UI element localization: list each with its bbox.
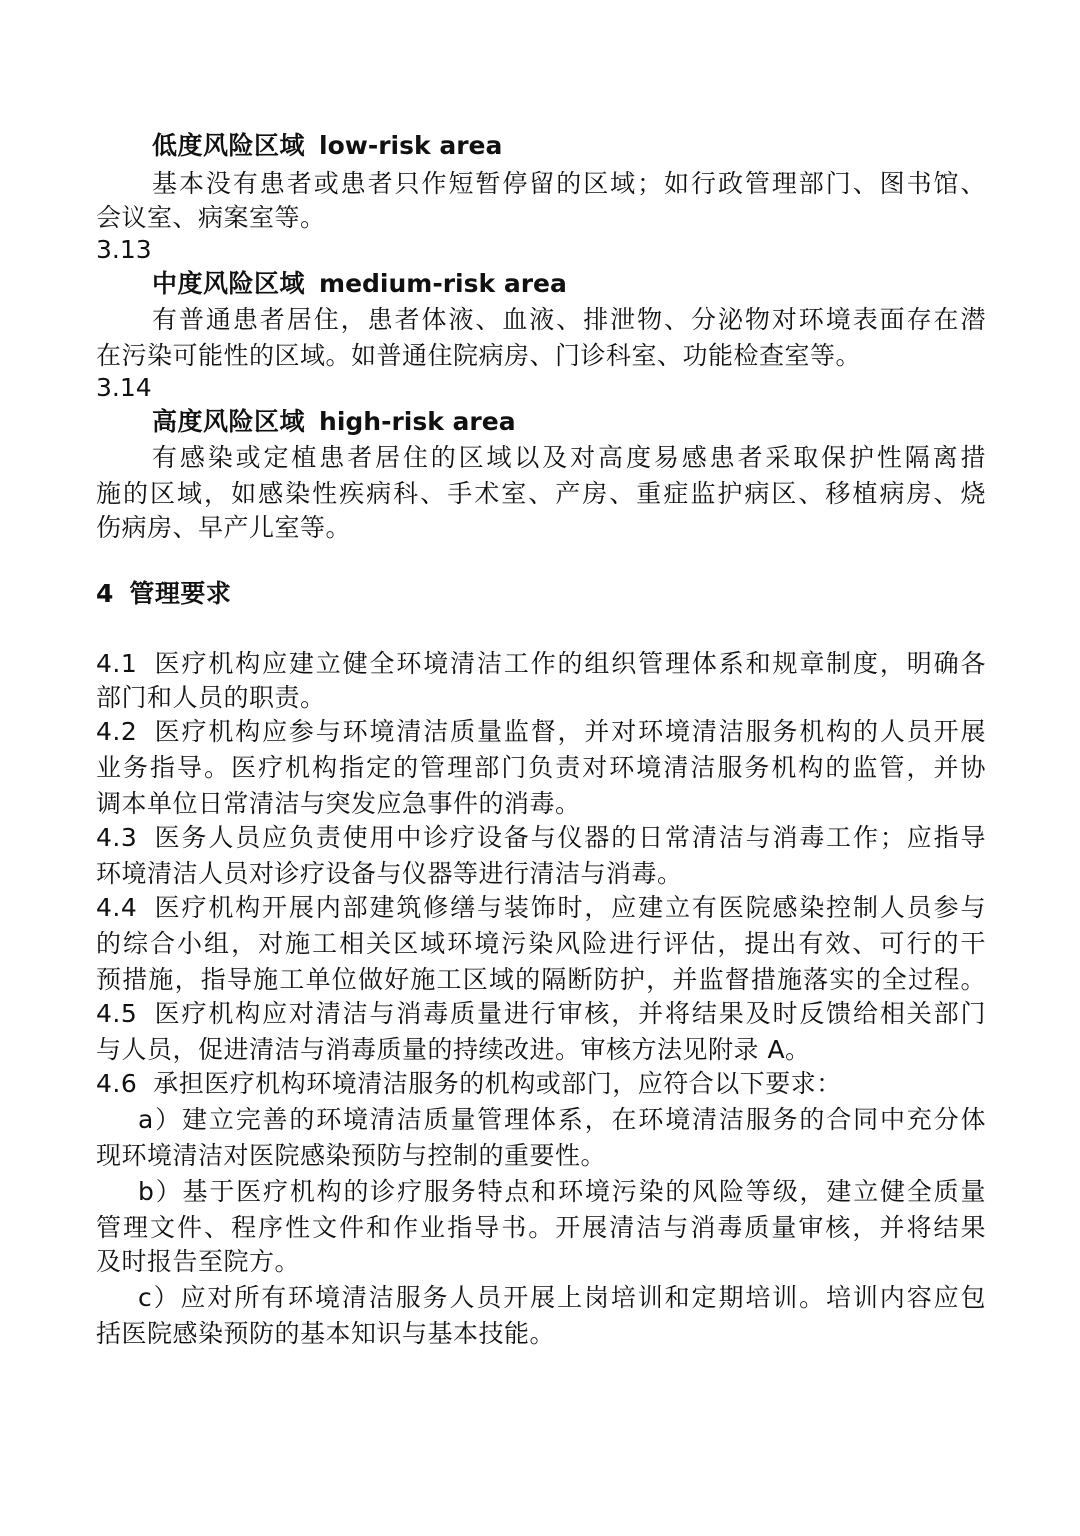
definition-line: 伤病房、早产儿室等。 [96,513,352,542]
clause-number: 4.3 [96,823,138,852]
clause-line: 业务指导。医疗机构指定的管理部门负责对环境清洁服务机构的监管，并协 [96,753,986,782]
term-zh: 高度风险区域 [152,407,306,436]
clause-number: 4.6 [96,1069,138,1098]
list-item-a-line: a）建立完善的环境清洁质量管理体系，在环境清洁服务的合同中充分体 [138,1105,986,1134]
term-en: high-risk area [319,407,516,436]
clause-number: 3.13 [96,235,152,264]
clause-line: 4.5 医疗机构应对清洁与消毒质量进行审核，并将结果及时反馈给相关部门 [96,999,986,1028]
term-zh: 中度风险区域 [152,269,306,298]
clause-line: 预措施，指导施工单位做好施工区域的隔断防护，并监督措施落实的全过程。 [96,965,986,994]
clause-number: 4.4 [96,893,138,922]
clause-line: 调本单位日常清洁与突发应急事件的消毒。 [96,789,581,818]
clause-number: 4.1 [96,649,138,678]
list-item-b-line: 及时报告至院方。 [96,1247,301,1276]
clause-line: 4.2 医疗机构应参与环境清洁质量监督，并对环境清洁服务机构的人员开展 [96,717,986,746]
list-item-b-line: 管理文件、程序性文件和作业指导书。开展清洁与消毒质量审核，并将结果 [96,1213,986,1242]
section-number: 4 [96,579,114,608]
term-heading-high-risk [152,404,1042,440]
definition-line: 施的区域，如感染性疾病科、手术室、产房、重症监护病区、移植病房、烧 [96,479,986,508]
clause-number: 4.2 [96,717,138,746]
section-title: 管理要求 [129,579,232,608]
section-heading [96,576,986,612]
list-item-c-line: 括医院感染预防的基本知识与基本技能。 [96,1319,556,1348]
clause-line: 4.3 医务人员应负责使用中诊疗设备与仪器的日常清洁与消毒工作；应指导 [96,823,986,852]
list-item-c-line: c）应对所有环境清洁服务人员开展上岗培训和定期培训。培训内容应包 [138,1283,986,1312]
term-heading-medium-risk [152,266,1042,302]
definition-line: 会议室、病案室等。 [96,203,326,232]
clause-line: 环境清洁人员对诊疗设备与仪器等进行清洁与消毒。 [96,859,683,888]
clause-line: 4.4 医疗机构开展内部建筑修缮与装饰时，应建立有医院感染控制人员参与 [96,893,986,922]
term-zh: 低度风险区域 [152,131,306,160]
clause-number: 4.5 [96,999,138,1028]
list-item-b-line: b）基于医疗机构的诊疗服务特点和环境污染的风险等级，建立健全质量 [138,1177,986,1206]
clause-line: 4.6 承担医疗机构环境清洁服务的机构或部门，应符合以下要求： [96,1069,842,1098]
clause-number: 3.14 [96,373,152,402]
term-en: low-risk area [319,131,503,160]
clause-line: 与人员，促进清洁与消毒质量的持续改进。审核方法见附录 A。 [96,1035,811,1064]
definition-line: 有普通患者居住，患者体液、血液、排泄物、分泌物对环境表面存在潜 [152,305,986,334]
definition-line: 有感染或定植患者居住的区域以及对高度易感患者采取保护性隔离措 [152,443,986,472]
clause-line: 部门和人员的职责。 [96,683,326,712]
definition-line: 基本没有患者或患者只作短暂停留的区域；如行政管理部门、图书馆、 [152,169,986,198]
list-item-a-line: 现环境清洁对医院感染预防与控制的重要性。 [96,1141,607,1170]
clause-line: 4.1 医疗机构应建立健全环境清洁工作的组织管理体系和规章制度，明确各 [96,649,986,678]
term-en: medium-risk area [319,269,567,298]
clause-line: 的综合小组，对施工相关区域环境污染风险进行评估，提出有效、可行的干 [96,929,986,958]
term-heading-low-risk [152,128,1042,164]
definition-line: 在污染可能性的区域。如普通住院病房、门诊科室、功能检查室等。 [96,341,862,370]
